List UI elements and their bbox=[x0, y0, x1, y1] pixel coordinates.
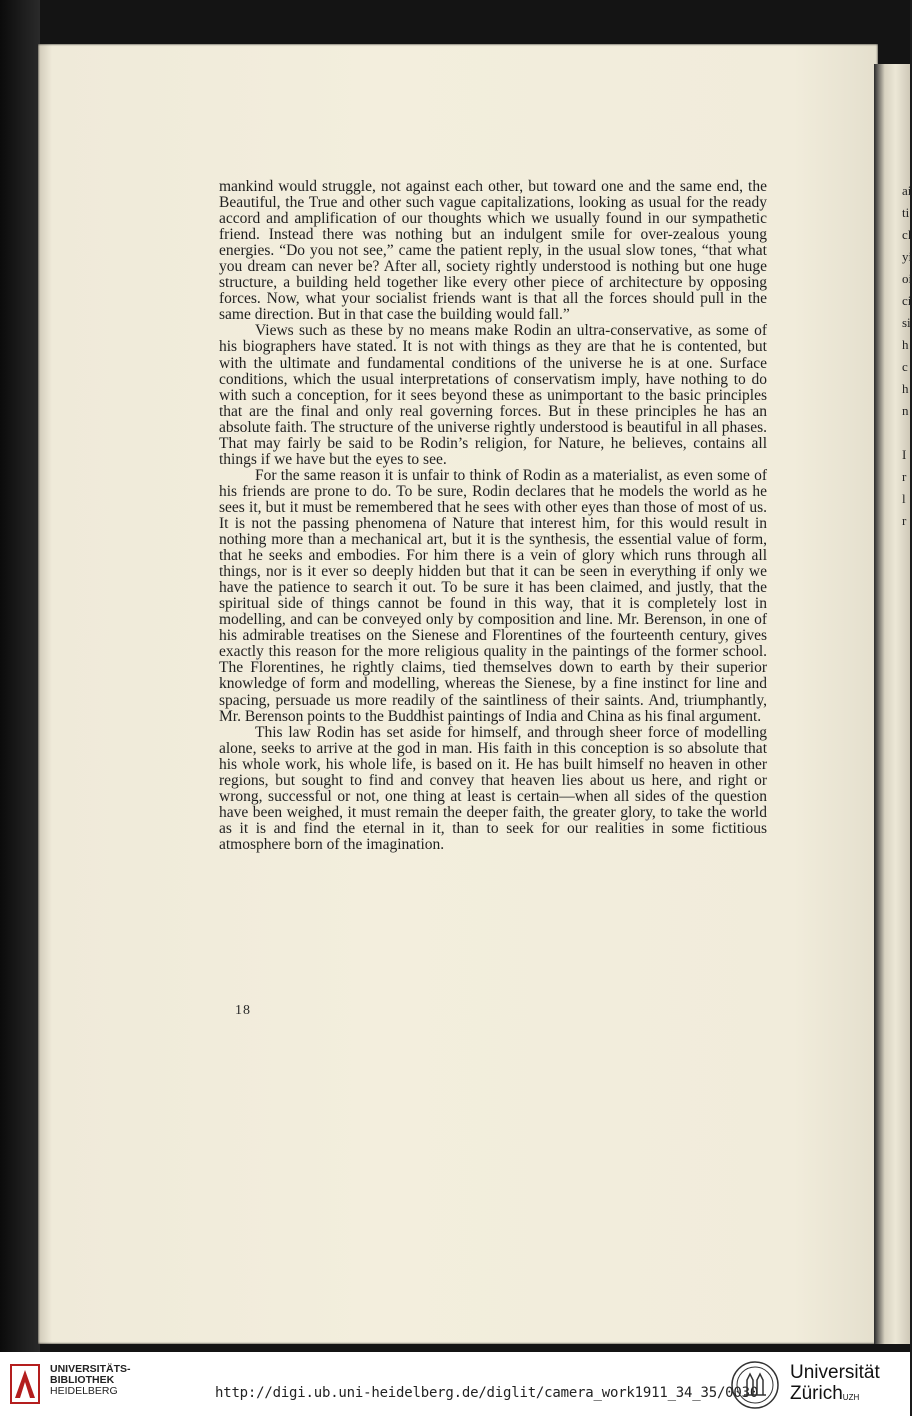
library-name-line2: BIBLIOTHEK bbox=[50, 1374, 115, 1386]
uzh-name-line1: Universität bbox=[790, 1362, 880, 1383]
body-text bbox=[219, 179, 767, 853]
page-number: 18 bbox=[235, 1003, 251, 1018]
book-gutter bbox=[0, 0, 40, 1352]
heidelberg-library-logo-icon[interactable] bbox=[10, 1364, 40, 1404]
library-name-line1: UNIVERSITÄTS- bbox=[50, 1363, 131, 1375]
uzh-name bbox=[790, 1362, 880, 1404]
uzh-seal-icon[interactable] bbox=[730, 1360, 780, 1410]
paragraph-3: For the same reason it is unfair to think of Rodin as a materialist, as even some of his friends are prone to do. To be sure, Rodin declares that he models the world as he sees it, but it must be remembered that he sees with other eyes than those of most of us. It is not the passing phenomena of Nature that interest him, for this would result in nothing more than a mechanical art, but it is the synthesis, the essential value of form, that he seeks and embodies. For him there is a vein of glory which runs through all things, nor is it ever so deeply hidden but that it can be seen in everything if only we have the patience to search it out. To be sure it has been claimed, and justly, that the spiritual side of things cannot be found in this way, that it is completely lost in modelling, and can be conveyed only by composition and line. Mr. Berenson, in one of his admirable treatises on the Sienese and Florentines of the fourteenth century, gives exactly this reason for the more religious quality in the paintings of the former school. The Florentines, he rightly claims, tied themselves down to earth by their superior knowledge of form and modelling, whereas the Sienese, by a fine instinct for line and spacing, persuade us more readily of the saintliness of their saints. And, triumphantly, Mr. Berenson points to the Buddhist paintings of India and China as his final argument. bbox=[219, 466, 767, 725]
viewer-footer bbox=[0, 1352, 910, 1416]
heidelberg-library-name bbox=[50, 1364, 131, 1397]
adjacent-page-fragments: ai ti cl yi oi ci si h c h n I r l r bbox=[902, 183, 912, 528]
library-name-line3: HEIDELBERG bbox=[50, 1385, 118, 1397]
paragraph-2: Views such as these by no means make Rodin an ultra-conservative, as some of his biographers have stated. It is not with things as they are that he is contented, but with the ultimate and fundamental conditions of the universe he is at one. Surface conditions, which the usual interpretations of conservatism imply, have nothing to do with such a conception, for it sees beyond these as unimportant to the basic principles that are the final and only real governing forces. But in these principles he has an absolute faith. The structure of the universe rightly understood is beautiful in all phases. That may fairly be said to be Rodin’s religion, for Nature, he believes, contains all things if we have but the eyes to see. bbox=[219, 322, 767, 468]
permalink-url[interactable]: http://digi.ub.uni-heidelberg.de/diglit/camera_work1911_34_35/0030 bbox=[215, 1385, 759, 1401]
paragraph-4: This law Rodin has set aside for himself, and through sheer force of modelling alone, seeks to arrive at the god in man. His faith in this conception is so absolute that his whole work, his whole life, is based on it. He has built himself no heaven in other regions, but sought to find and convey that heaven lies about us here, and right or wrong, successful or not, one thing at least is certain—when all sides of the question have been weighed, it must remain the deeper faith, the greater glory, to take the world as it is and find the eternal in it, than to seek for our realities in some fictitious atmosphere born of the imagination. bbox=[219, 723, 767, 853]
paragraph-1: mankind would struggle, not against each other, but toward one and the same end, the Beautiful, the True and other such vague capitalizations, looking as usual for the ready accord and amplification of our thoughts which we usually found in our sympathetic friend. Instead there was nothing but an indulgent smile for over-zealous young energies. “Do you not see,” came the patient reply, in the usual slow tones, “that what you dream can never be? After all, society rightly understood is nothing but one huge structure, a building held together like every other piece of architecture by opposing forces. Now, what your socialist friends want is that all the forces should pull in the same direction. But in that case the building would fall.” bbox=[219, 178, 767, 324]
uzh-name-line2: Zürich bbox=[790, 1383, 843, 1404]
uzh-abbrev: UZH bbox=[842, 1393, 860, 1402]
